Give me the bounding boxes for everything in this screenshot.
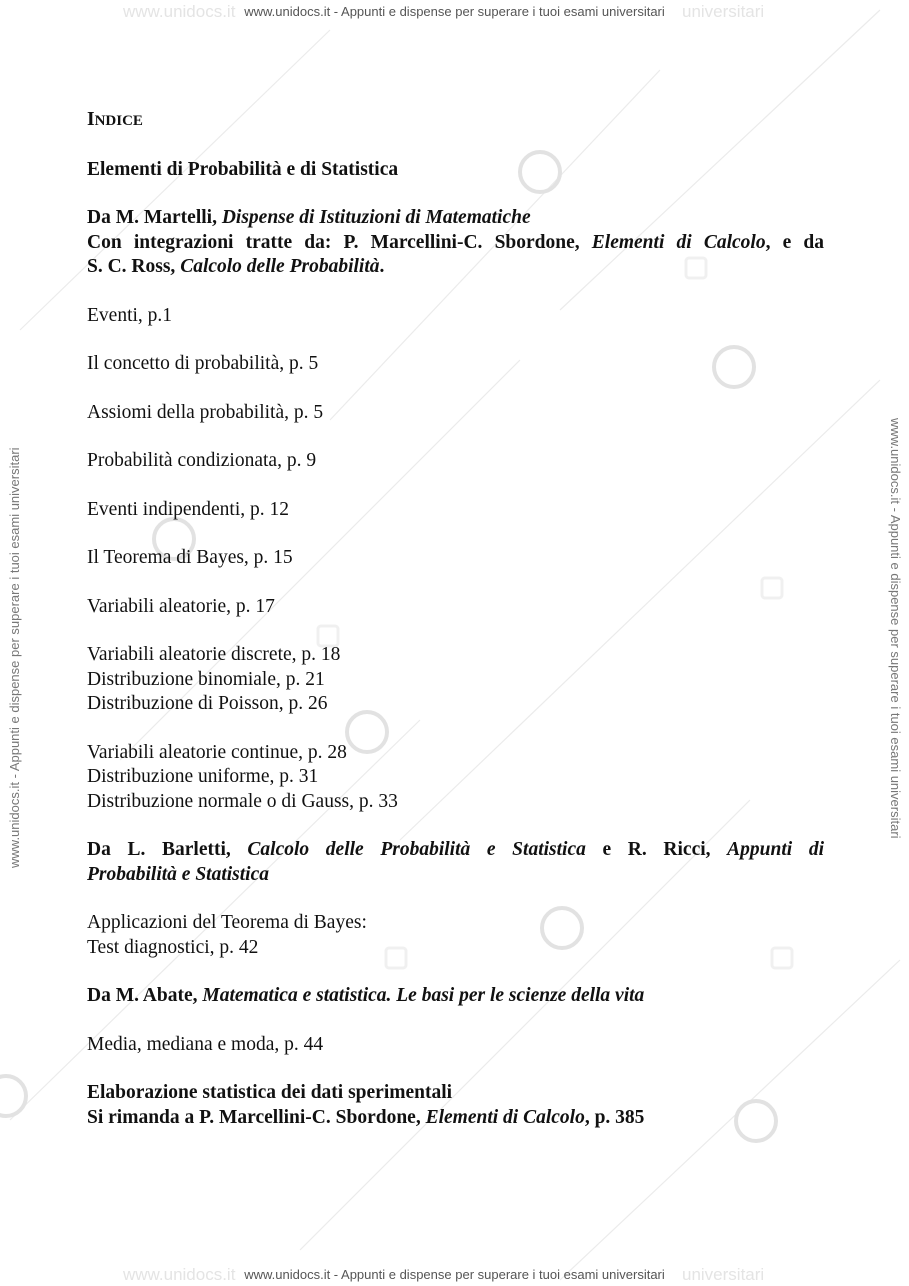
toc-entry: Variabili aleatorie continue, p. 28 [87,741,347,763]
source-work: Appunti di [727,839,824,860]
toc-entry: Applicazioni del Teorema di Bayes: [87,912,367,933]
toc-entry: Distribuzione uniforme, p. 31 [87,766,319,787]
page-title [87,108,824,134]
source-suffix: , e da [765,231,824,253]
source-line [87,206,824,231]
source-work: Calcolo delle Probabilità e Statistica [247,839,586,860]
source-line [87,838,824,863]
source-work: Elementi di Calcolo [425,1106,585,1128]
source-line [87,231,824,256]
source-author: Da M. Martelli, [87,207,222,228]
toc-entry: Media, mediana e moda, p. 44 [87,1033,324,1055]
source-author: Da L. Barletti, [87,839,248,860]
source-line [87,255,824,280]
source-author: Con integrazioni tratte da: P. Marcellini-C. Sbordone, [87,231,592,253]
toc-group-discrete [87,643,824,717]
source-suffix: . [379,256,385,277]
toc-group-bayes [87,911,824,960]
watermark-ghost-bottom-right: universitari [682,1265,765,1284]
source-martelli [87,206,824,280]
watermark-banner-bottom: www.unidocs.it - Appunti e dispense per superare i tuoi esami universitari [244,1267,665,1282]
index-content [87,108,824,1130]
watermark-banner-top: www.unidocs.it - Appunti e dispense per superare i tuoi esami universitari [244,4,665,19]
source-work: Matematica e statistica. Le basi per le scienze della vita [202,985,645,1006]
toc-entry: Assiomi della probabilità, p. 5 [87,401,324,423]
toc-entry: Distribuzione binomiale, p. 21 [87,668,325,690]
toc-entry: Distribuzione di Poisson, p. 26 [87,693,328,714]
toc-entry: Distribuzione normale o di Gauss, p. 33 [87,790,398,812]
watermark-side-right: www.unidocs.it - Appunti e dispense per superare i tuoi esami universitari [888,418,903,839]
toc-entry: Eventi indipendenti, p. 12 [87,498,290,520]
toc-entry: Test diagnostici, p. 42 [87,936,259,958]
final-reference [87,1106,824,1131]
watermark-side-left: www.unidocs.it - Appunti e dispense per superare i tuoi esami universitari [7,447,22,868]
watermark-ghost-top: www.unidocs.it [123,2,236,21]
source-work: Elementi di Calcolo [591,231,766,253]
source-author: Si rimanda a P. Marcellini-C. Sbordone, [87,1106,426,1128]
toc-group-continuous [87,741,824,815]
page-title-initial: I [87,109,95,130]
section-title: Elementi di Probabilità e di Statistica [87,158,399,180]
watermark-ghost-bottom: www.unidocs.it [123,1265,236,1284]
source-line: Probabilità e Statistica [87,863,270,885]
source-author: Da M. Abate, [87,985,203,1006]
toc-entry: Eventi, p.1 [87,304,173,326]
page-title-rest: NDICE [94,113,143,129]
toc-entry: Variabili aleatorie discrete, p. 18 [87,644,341,665]
toc-entry: Il Teorema di Bayes, p. 15 [87,547,293,568]
source-author: S. C. Ross, [87,256,181,277]
toc-entry: Il concetto di probabilità, p. 5 [87,353,319,374]
source-work: Calcolo delle Probabilità [180,256,380,277]
toc-entry: Probabilità condizionata, p. 9 [87,450,317,471]
watermark-ghost-top-right: universitari [682,2,765,21]
source-work: Dispense di Istituzioni di Matematiche [221,207,531,228]
final-title: Elaborazione statistica dei dati sperimentali [87,1082,453,1103]
source-abate [87,984,824,1009]
source-barletti-ricci [87,838,824,887]
source-suffix: , p. 385 [584,1106,645,1128]
toc-entry: Variabili aleatorie, p. 17 [87,595,275,617]
final-section [87,1081,824,1130]
source-author: e R. Ricci, [585,839,728,860]
